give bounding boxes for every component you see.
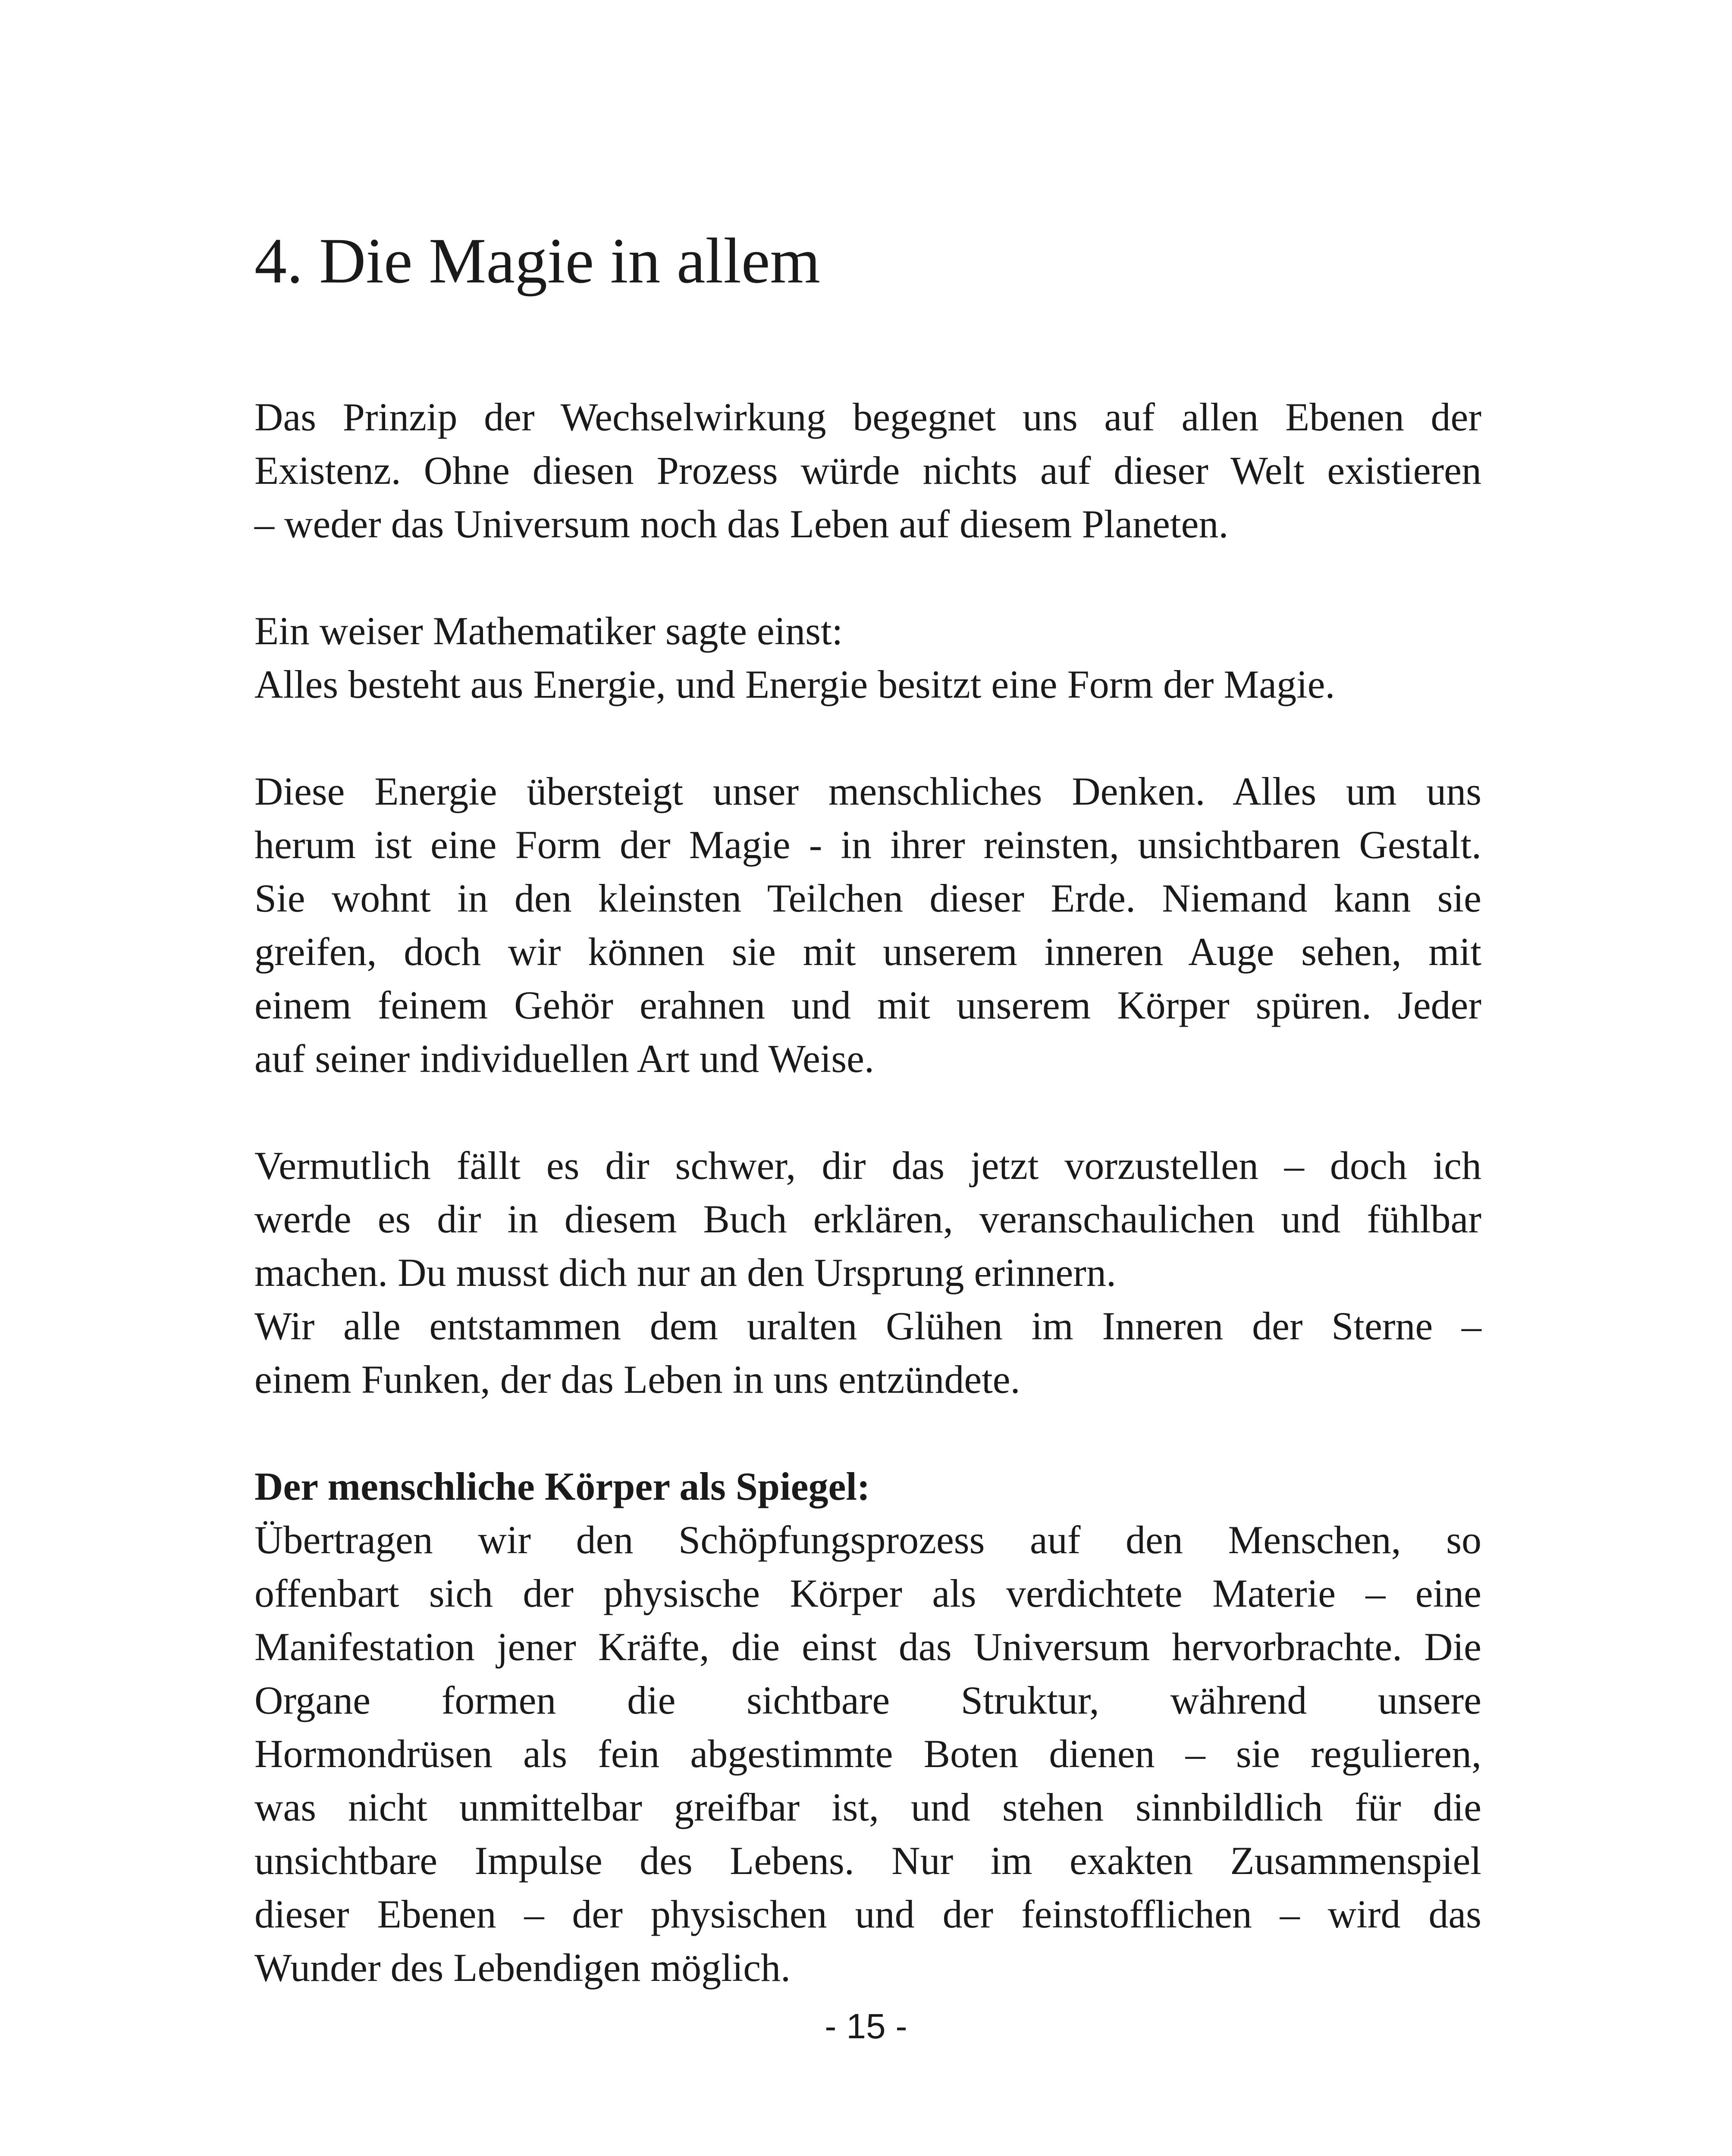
text-line: Organe formen die sichtbare Struktur, während unsere xyxy=(254,1678,1481,1722)
paragraph-energie xyxy=(254,765,1481,1085)
text-line: was nicht unmittelbar greifbar ist, und stehen sinnbildlich für die xyxy=(254,1785,1481,1829)
text-line: herum ist eine Form der Magie - in ihrer reinsten, unsichtbaren Gestalt. xyxy=(254,823,1481,867)
text-line: machen. Du musst dich nur an den Ursprung erinnern. xyxy=(254,1250,1116,1294)
text-line: Sie wohnt in den kleinsten Teilchen dieser Erde. Niemand kann sie xyxy=(254,876,1481,920)
text-line: Alles besteht aus Energie, und Energie besitzt eine Form der Magie. xyxy=(254,662,1335,706)
text-line: Hormondrüsen als fein abgestimmte Boten dienen – sie regulieren, xyxy=(254,1732,1481,1776)
paragraph-ursprung xyxy=(254,1139,1481,1406)
chapter-title: 4. Die Magie in allem xyxy=(254,225,821,297)
text-line: einem Funken, der das Leben in uns entzündete. xyxy=(254,1357,1020,1401)
text-line: auf seiner individuellen Art und Weise. xyxy=(254,1037,875,1081)
paragraph-wechselwirkung xyxy=(254,390,1481,551)
text-line: werde es dir in diesem Buch erklären, veranschaulichen und fühlbar xyxy=(254,1197,1481,1241)
text-line: Existenz. Ohne diesen Prozess würde nichts auf dieser Welt existieren xyxy=(254,448,1481,492)
text-line: – weder das Universum noch das Leben auf diesem Planeten. xyxy=(254,502,1229,546)
section-heading: Der menschliche Körper als Spiegel: xyxy=(254,1464,870,1508)
spacer xyxy=(254,711,1481,765)
text-line: Vermutlich fällt es dir schwer, dir das jetzt vorzustellen – doch ich xyxy=(254,1144,1481,1188)
body-text xyxy=(254,390,1481,1994)
spacer xyxy=(254,551,1481,604)
page-content xyxy=(254,218,1481,1994)
spacer xyxy=(254,1085,1481,1139)
text-line: Das Prinzip der Wechselwirkung begegnet uns auf allen Ebenen der xyxy=(254,395,1481,439)
page-number: - 15 - xyxy=(825,2007,907,2046)
text-line: Ein weiser Mathematiker sagte einst: xyxy=(254,609,843,653)
text-line: dieser Ebenen – der physischen und der feinstofflichen – wird das xyxy=(254,1892,1481,1936)
spacer xyxy=(254,1406,1481,1460)
text-line: unsichtbare Impulse des Lebens. Nur im exakten Zusammenspiel xyxy=(254,1839,1481,1883)
paragraph-quote xyxy=(254,604,1481,711)
text-line: greifen, doch wir können sie mit unserem inneren Auge sehen, mit xyxy=(254,930,1481,974)
text-line: einem feinem Gehör erahnen und mit unserem Körper spüren. Jeder xyxy=(254,983,1481,1027)
text-line: offenbart sich der physische Körper als verdichtete Materie – eine xyxy=(254,1571,1481,1615)
spacer xyxy=(254,304,1481,390)
text-line: Wunder des Lebendigen möglich. xyxy=(254,1946,791,1990)
section-heading-block xyxy=(254,1460,1481,1513)
text-line: Übertragen wir den Schöpfungsprozess auf den Menschen, so xyxy=(254,1518,1481,1562)
text-line: Diese Energie übersteigt unser menschliches Denken. Alles um uns xyxy=(254,769,1481,813)
text-line: Manifestation jener Kräfte, die einst das Universum hervorbrachte. Die xyxy=(254,1625,1481,1669)
paragraph-koerper xyxy=(254,1513,1481,1994)
text-line: Wir alle entstammen dem uralten Glühen im Inneren der Sterne – xyxy=(254,1304,1481,1348)
